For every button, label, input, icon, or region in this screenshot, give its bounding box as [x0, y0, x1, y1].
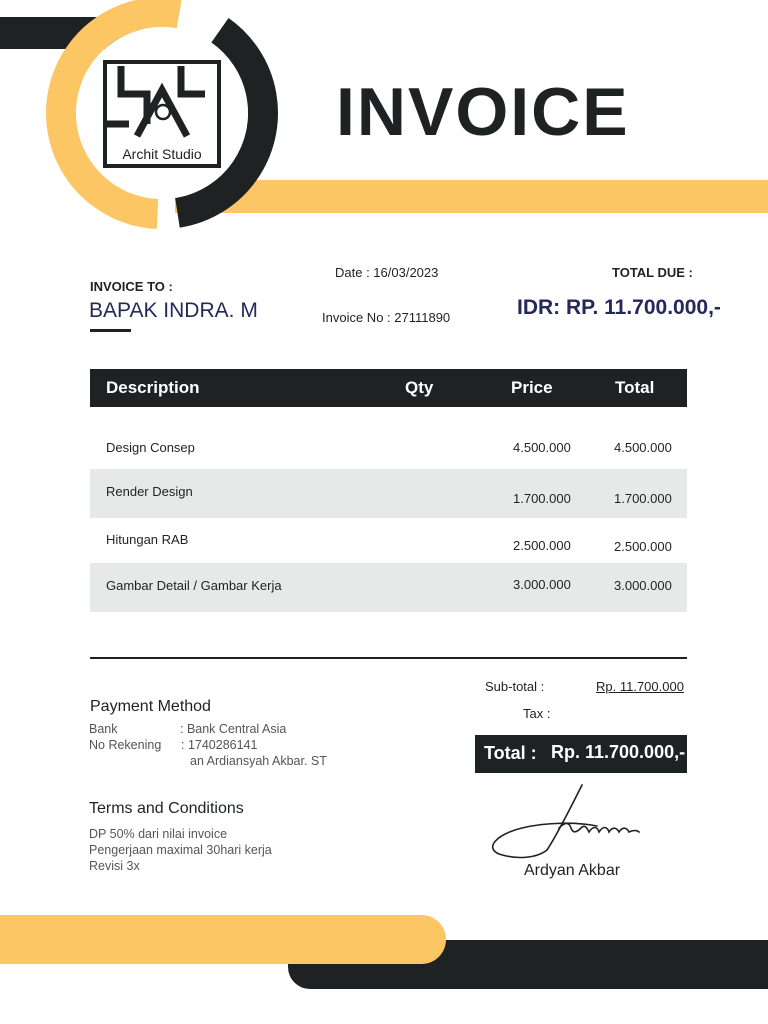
row-price: 3.000.000 — [513, 577, 571, 592]
grand-total-label: Total : — [484, 743, 537, 763]
invoice-to-label: INVOICE TO : — [90, 279, 173, 294]
column-header-total: Total — [615, 378, 655, 397]
table-row — [90, 563, 687, 612]
column-header-qty: Qty — [405, 378, 434, 397]
table-row — [90, 407, 687, 469]
logo-text: Archit Studio — [122, 146, 202, 162]
total-due-label: TOTAL DUE : — [612, 265, 693, 280]
grand-total-box — [475, 735, 687, 773]
term-item: Pengerjaan maximal 30hari kerja — [89, 843, 272, 857]
term-item: DP 50% dari nilai invoice — [89, 827, 228, 841]
subtotal-label: Sub-total : — [485, 679, 545, 694]
invoice-date: Date : 16/03/2023 — [335, 265, 439, 280]
row-description: Gambar Detail / Gambar Kerja — [106, 578, 282, 593]
items-table — [90, 369, 687, 612]
signer-name: Ardyan Akbar — [524, 862, 621, 879]
row-price: 2.500.000 — [513, 538, 571, 553]
bank-label: Bank — [89, 722, 118, 736]
table-row — [90, 469, 687, 518]
account-number-label: No Rekening — [89, 738, 162, 752]
total-due-amount: IDR: RP. 11.700.000,- — [517, 296, 721, 319]
footer-yellow-band — [0, 915, 446, 964]
grand-total-value: Rp. 11.700.000,- — [551, 742, 686, 762]
row-price: 4.500.000 — [513, 440, 571, 455]
row-description: Design Consep — [106, 440, 195, 455]
row-price: 1.700.000 — [513, 491, 571, 506]
client-underline — [90, 329, 131, 332]
row-total: 3.000.000 — [614, 578, 672, 593]
terms-title: Terms and Conditions — [89, 800, 244, 817]
logo-mark-icon — [107, 64, 217, 144]
term-item: Revisi 3x — [89, 859, 140, 873]
row-description: Render Design — [106, 484, 193, 499]
page-title: INVOICE — [336, 74, 630, 150]
column-header-price: Price — [511, 378, 553, 397]
company-logo — [103, 60, 221, 168]
bank-value: : Bank Central Asia — [180, 722, 287, 736]
invoice-number: Invoice No : 27111890 — [322, 310, 451, 325]
payment-method-title: Payment Method — [90, 698, 211, 715]
client-name: BAPAK INDRA. M — [89, 299, 258, 322]
row-total: 2.500.000 — [614, 539, 672, 554]
row-total: 1.700.000 — [614, 491, 672, 506]
account-number-value: : 1740286141 — [181, 738, 258, 752]
column-header-description: Description — [106, 378, 200, 397]
account-holder-value: an Ardiansyah Akbar. ST — [190, 754, 327, 768]
signature-image — [487, 780, 647, 860]
row-description: Hitungan RAB — [106, 532, 189, 547]
table-row — [90, 518, 687, 563]
section-divider — [90, 657, 687, 659]
subtotal-value: Rp. 11.700.000 — [596, 679, 684, 694]
table-header — [90, 369, 687, 407]
row-total: 4.500.000 — [614, 440, 672, 455]
tax-label: Tax : — [523, 706, 551, 721]
